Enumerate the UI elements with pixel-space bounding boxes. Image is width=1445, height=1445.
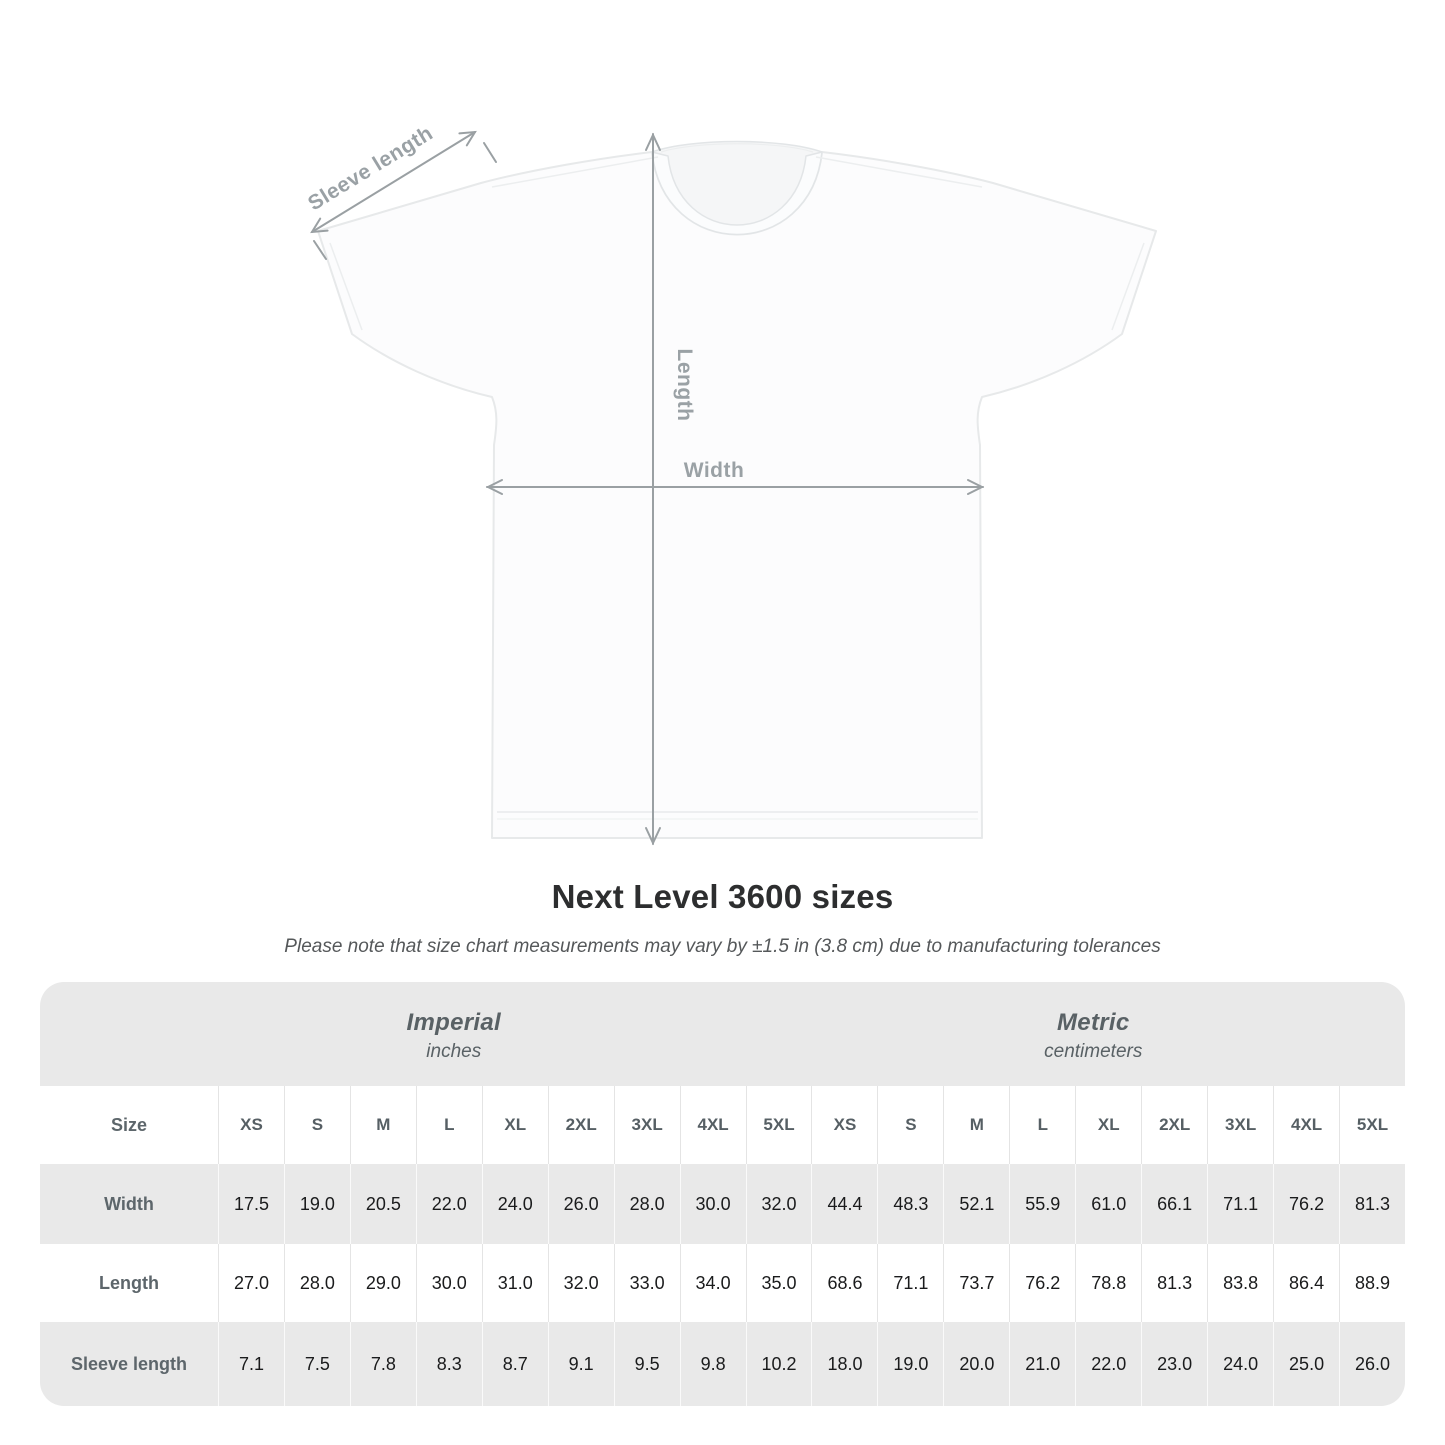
size-column-header: 3XL: [1207, 1086, 1273, 1164]
length-value-cell: 73.7: [943, 1244, 1009, 1322]
width-value-cell: 71.1: [1207, 1164, 1273, 1244]
length-value-cell: 83.8: [1207, 1244, 1273, 1322]
sleeve-length-row-label: Sleeve length: [70, 1353, 188, 1374]
length-value-cell: 34.0: [680, 1244, 746, 1322]
width-value-cell: 61.0: [1075, 1164, 1141, 1244]
sleeve-length-value-cell: 7.1: [218, 1322, 284, 1406]
sleeve-length-value-cell: 26.0: [1339, 1322, 1405, 1406]
metric-group-header: [797, 982, 1391, 1086]
width-label: Width: [683, 459, 745, 482]
sleeve-length-value-cell: 19.0: [877, 1322, 943, 1406]
size-column-header: S: [284, 1086, 350, 1164]
page-title: Next Level 3600 sizes: [551, 878, 894, 915]
length-value-cell: 30.0: [416, 1244, 482, 1322]
imperial-group-title: Imperial: [406, 1009, 501, 1036]
size-column-header: 4XL: [680, 1086, 746, 1164]
length-value-cell: 68.6: [811, 1244, 877, 1322]
width-value-cell: 22.0: [416, 1164, 482, 1244]
size-column-header: M: [350, 1086, 416, 1164]
sleeve-length-value-cell: 25.0: [1273, 1322, 1339, 1406]
width-value-cell: 26.0: [548, 1164, 614, 1244]
size-column-header: XS: [218, 1086, 284, 1164]
length-value-cell: 81.3: [1141, 1244, 1207, 1322]
tolerance-note: Please note that size chart measurements may vary by ±1.5 in (3.8 cm) due to manufacturing tolerances: [284, 936, 1161, 957]
sleeve-length-value-cell: 8.7: [482, 1322, 548, 1406]
size-header-row: [40, 1086, 1405, 1164]
width-value-cell: 52.1: [943, 1164, 1009, 1244]
width-value-cell: 81.3: [1339, 1164, 1405, 1244]
sleeve-length-value-cell: 7.8: [350, 1322, 416, 1406]
length-row-label: Length: [99, 1272, 159, 1293]
length-value-cell: 88.9: [1339, 1244, 1405, 1322]
size-column-header: XL: [1075, 1086, 1141, 1164]
length-value-cell: 33.0: [614, 1244, 680, 1322]
width-value-cell: 48.3: [877, 1164, 943, 1244]
length-label: Length: [673, 348, 696, 422]
size-column-header: L: [416, 1086, 482, 1164]
width-value-cell: 19.0: [284, 1164, 350, 1244]
tshirt-illustration: [318, 142, 1156, 839]
size-column-header: 5XL: [1339, 1086, 1405, 1164]
width-value-cell: 44.4: [811, 1164, 877, 1244]
size-column-header: XL: [482, 1086, 548, 1164]
width-row: [40, 1164, 1405, 1244]
metric-group-title: Metric: [1057, 1009, 1130, 1036]
sleeve-length-label: Sleeve length: [304, 121, 438, 216]
length-value-cell: 28.0: [284, 1244, 350, 1322]
sleeve-length-value-cell: 20.0: [943, 1322, 1009, 1406]
width-value-cell: 28.0: [614, 1164, 680, 1244]
sleeve-length-value-cell: 10.2: [746, 1322, 812, 1406]
sleeve-length-value-cell: 22.0: [1075, 1322, 1141, 1406]
sleeve-length-value-cell: 9.1: [548, 1322, 614, 1406]
size-column-header: XS: [811, 1086, 877, 1164]
sleeve-length-value-cell: 23.0: [1141, 1322, 1207, 1406]
sleeve-length-row: [40, 1322, 1405, 1406]
length-row: [40, 1244, 1405, 1322]
length-value-cell: 86.4: [1273, 1244, 1339, 1322]
width-row-label: Width: [104, 1193, 154, 1214]
width-value-cell: 76.2: [1273, 1164, 1339, 1244]
width-value-cell: 20.5: [350, 1164, 416, 1244]
size-column-header: M: [943, 1086, 1009, 1164]
length-value-cell: 29.0: [350, 1244, 416, 1322]
size-table: [40, 982, 1405, 1406]
width-value-cell: 55.9: [1009, 1164, 1075, 1244]
length-value-cell: 76.2: [1009, 1244, 1075, 1322]
imperial-group-header: [68, 982, 840, 1086]
sleeve-length-value-cell: 9.8: [680, 1322, 746, 1406]
sleeve-length-value-cell: 8.3: [416, 1322, 482, 1406]
length-value-cell: 35.0: [746, 1244, 812, 1322]
sleeve-length-value-cell: 21.0: [1009, 1322, 1075, 1406]
unit-group-header-row: [40, 982, 1405, 1086]
size-column-header: 3XL: [614, 1086, 680, 1164]
length-value-cell: 31.0: [482, 1244, 548, 1322]
width-value-cell: 30.0: [680, 1164, 746, 1244]
length-value-cell: 71.1: [877, 1244, 943, 1322]
length-value-cell: 78.8: [1075, 1244, 1141, 1322]
width-value-cell: 66.1: [1141, 1164, 1207, 1244]
size-column-header: 5XL: [746, 1086, 812, 1164]
length-value-cell: 32.0: [548, 1244, 614, 1322]
length-value-cell: 27.0: [218, 1244, 284, 1322]
size-column-header: 2XL: [548, 1086, 614, 1164]
sleeve-length-value-cell: 24.0: [1207, 1322, 1273, 1406]
size-column-header: S: [877, 1086, 943, 1164]
width-value-cell: 24.0: [482, 1164, 548, 1244]
size-row-label: Size: [110, 1114, 148, 1135]
sleeve-length-value-cell: 9.5: [614, 1322, 680, 1406]
width-value-cell: 17.5: [218, 1164, 284, 1244]
sleeve-length-value-cell: 18.0: [811, 1322, 877, 1406]
metric-group-unit: centimeters: [1044, 1041, 1143, 1062]
size-column-header: 2XL: [1141, 1086, 1207, 1164]
imperial-group-unit: inches: [426, 1041, 482, 1062]
sleeve-length-value-cell: 7.5: [284, 1322, 350, 1406]
size-column-header: L: [1009, 1086, 1075, 1164]
size-column-header: 4XL: [1273, 1086, 1339, 1164]
width-value-cell: 32.0: [746, 1164, 812, 1244]
